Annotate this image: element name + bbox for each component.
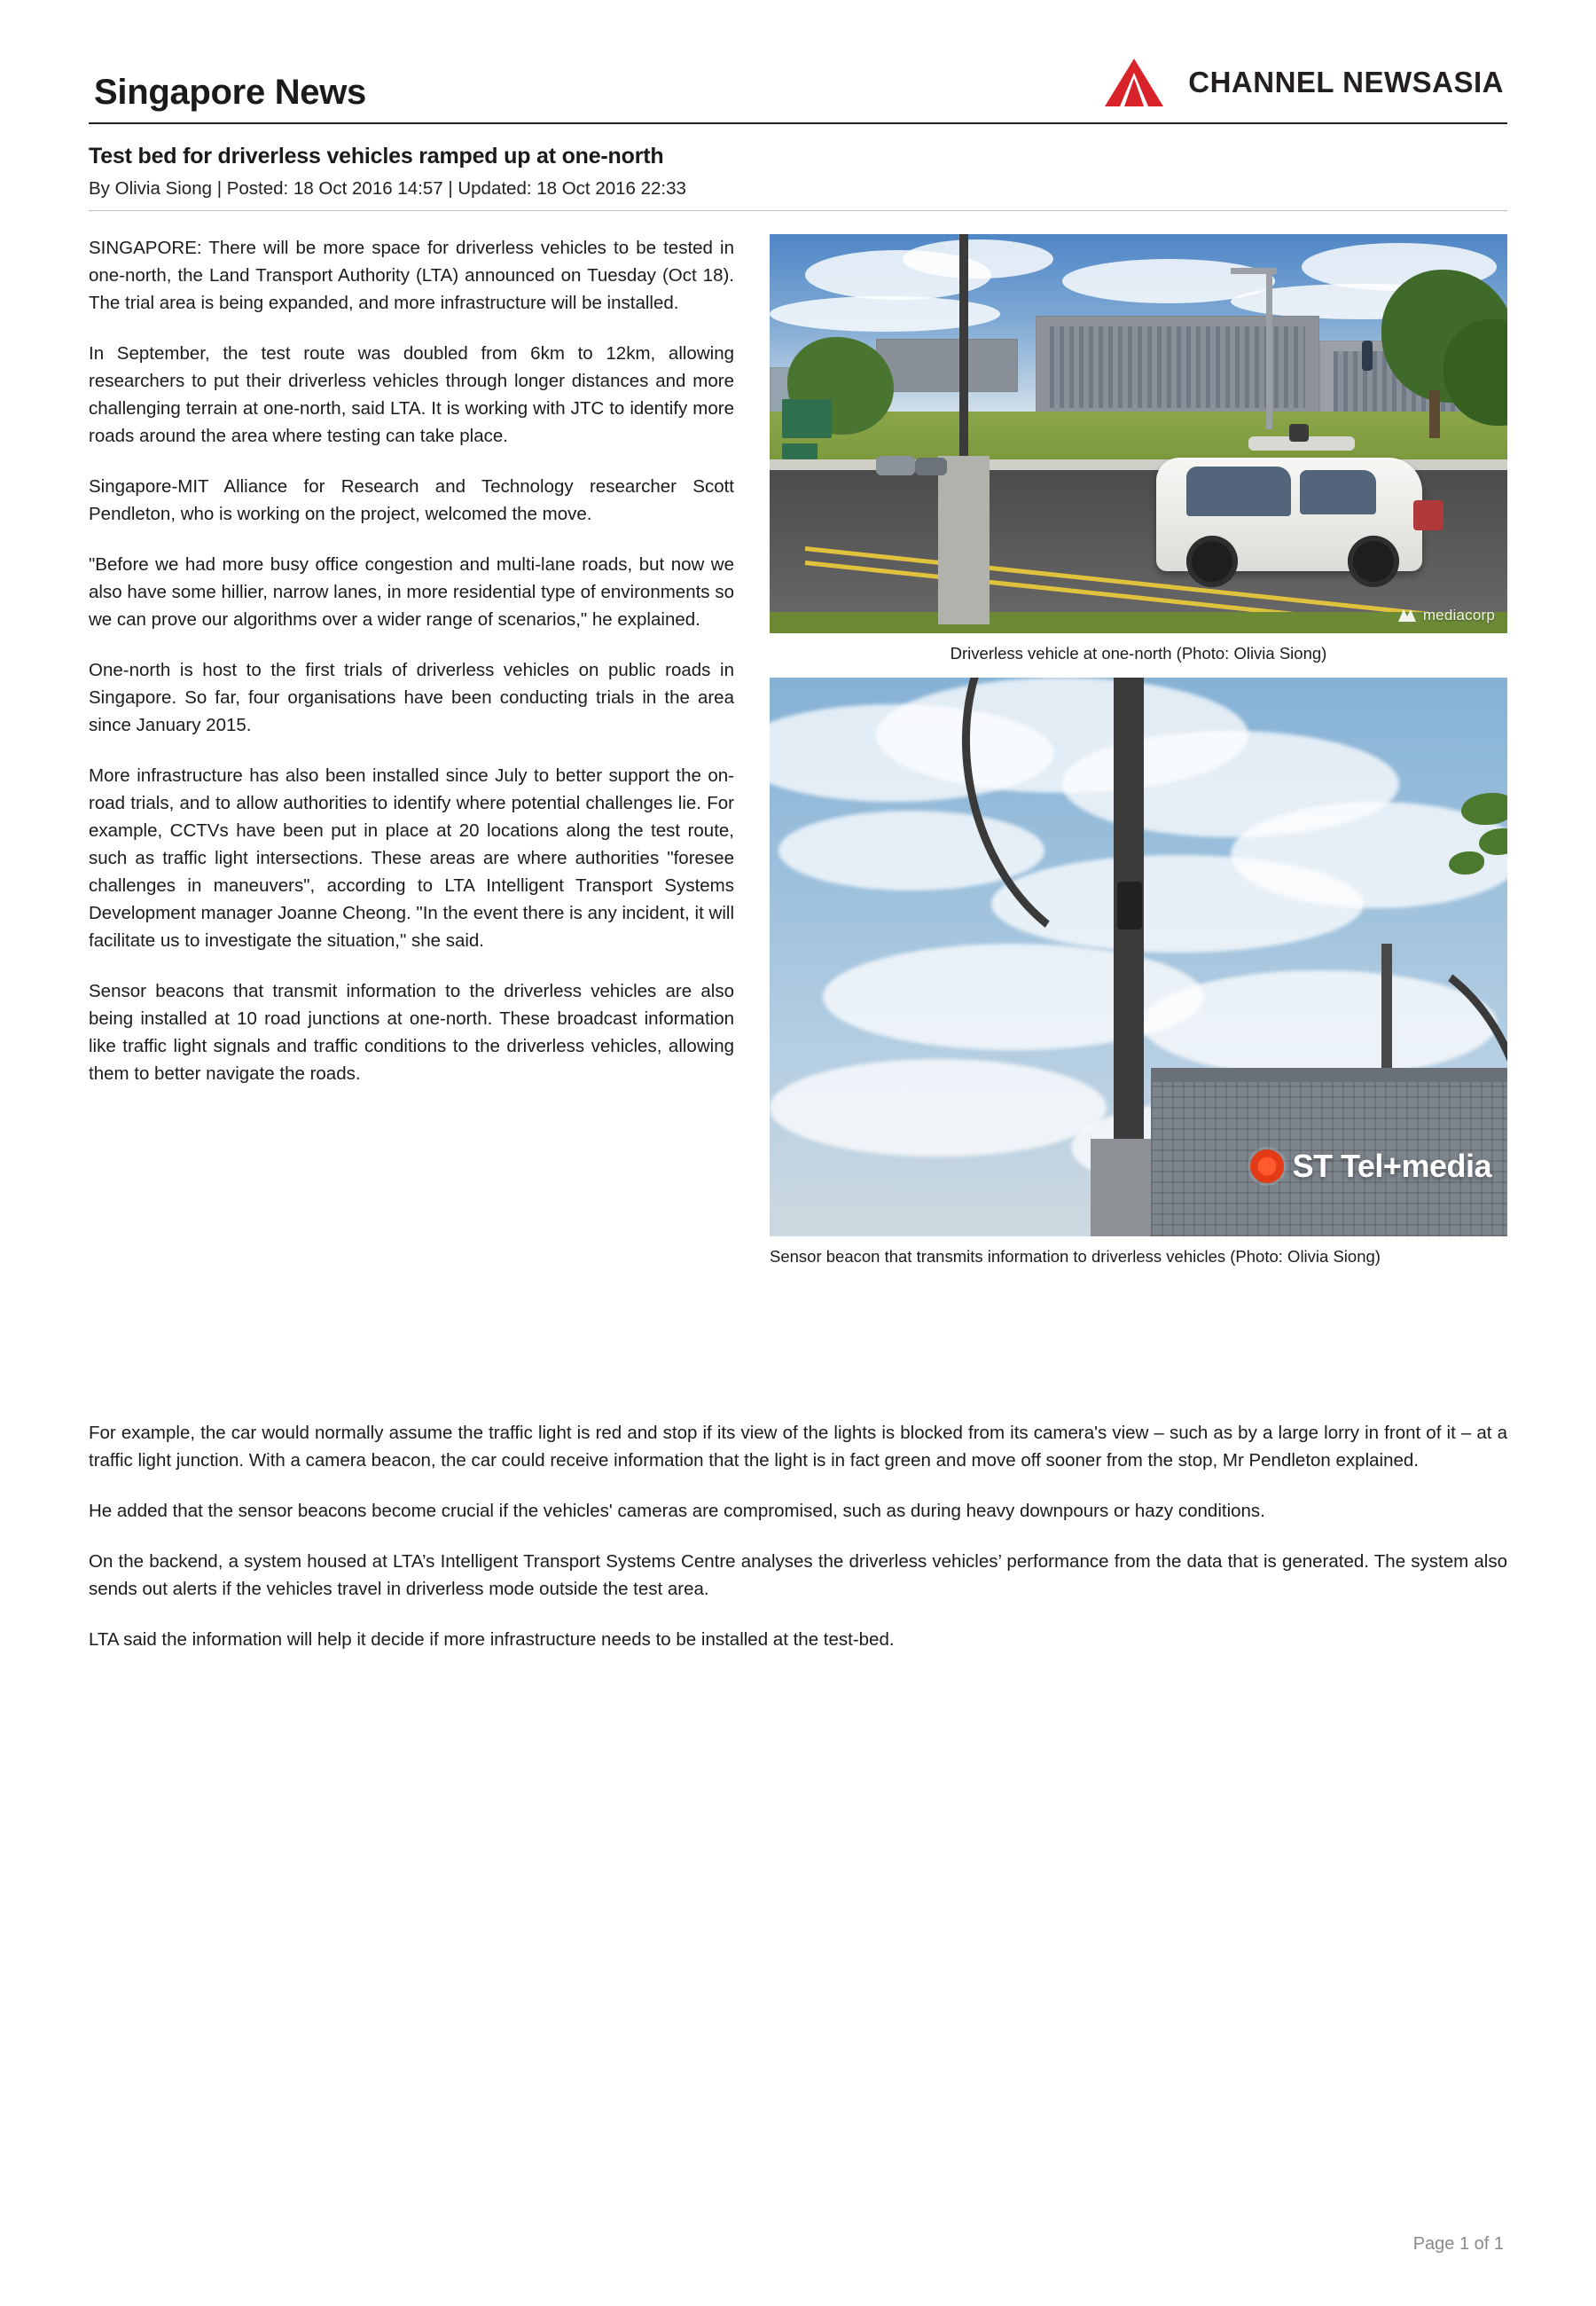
overlay-logo-label: ST Tel+media [1292, 1148, 1491, 1184]
brand-name-newsasia: NEWSASIA [1342, 66, 1504, 98]
section-title: Singapore News [94, 73, 366, 112]
two-column-region [89, 234, 1507, 1414]
paragraph: He added that the sensor beacons become crucial if the vehicles' cameras are compromised, such as during heavy downpours or hazy conditions. [89, 1501, 1265, 1521]
text-column [89, 234, 734, 1110]
brand-lockup [1099, 55, 1507, 110]
full-width-region [89, 1414, 1507, 1653]
paragraph: Sensor beacons that transmit information to the driverless vehicles are also being installed at 10 road junctions at one-north. These broadcast information like traffic light signals and traffic conditions to the driverless vehicles, allowing them to better navigate the roads. [89, 981, 734, 1084]
photo-watermark [1397, 607, 1495, 624]
figure-column [770, 234, 1507, 1281]
watermark-label: mediacorp [1422, 607, 1495, 624]
brand-name [1188, 66, 1504, 99]
paragraph: Singapore-MIT Alliance for Research and Technology researcher Scott Pendleton, who is working on the project, welcomed the move. [89, 476, 734, 524]
article-body [89, 234, 1507, 1653]
paragraph: For example, the car would normally assume the traffic light is red and stop if its view of the lights is blocked from its camera's view – such as by a large lorry in front of it – at a traffic light junction. With a camera beacon, the car could receive information that the light is in fact green and move off sooner from the stop, Mr Pendleton explained. [89, 1423, 1507, 1471]
figure-caption: Driverless vehicle at one-north (Photo: Olivia Siong) [950, 644, 1327, 663]
paragraph: LTA said the information will help it decide if more infrastructure needs to be installed at the test-bed. [89, 1629, 895, 1650]
paragraph: One-north is host to the first trials of driverless vehicles on public roads in Singapore. So far, four organisations have been conducting trials in the area since January 2015. [89, 660, 734, 735]
masthead [89, 55, 1507, 124]
st-tel-media-icon [1250, 1149, 1284, 1183]
page-sheet [89, 55, 1507, 2255]
byline: By Olivia Siong | Posted: 18 Oct 2016 14:57 | Updated: 18 Oct 2016 22:33 [89, 178, 1507, 211]
paragraph: In September, the test route was doubled from 6km to 12km, allowing researchers to put their driverless vehicles through longer distances and more challenging terrain at one-north, said LTA. It is working with JTC to identify more roads around the area where testing can take place. [89, 343, 734, 446]
page-title: Test bed for driverless vehicles ramped up at one-north [89, 144, 664, 169]
paragraph: More infrastructure has also been installed since July to better support the on-road trials, and to allow authorities to identify where potential challenges lie. For example, CCTVs have been put in place at 20 locations along the test route, such as traffic light intersections. These areas are where authorities "foresee challenges in maneuvers", according to LTA Intelligent Transport Systems Development manager Joanne Cheong. "In the event there is any incident, it will facilitate us to investigate the situation," she said. [89, 765, 734, 951]
paragraph: SINGAPORE: There will be more space for driverless vehicles to be tested in one-north, the Land Transport Authority (LTA) announced on Tuesday (Oct 18). The trial area is being expanded, and more infrastructure will be installed. [89, 238, 734, 313]
driverless-vehicle-image [770, 234, 1507, 633]
paragraph: On the backend, a system housed at LTA’s Intelligent Transport Systems Centre analyses the driverless vehicles’ performance from the data that is generated. The system also sends out alerts if the vehicles travel in driverless mode outside the test area. [89, 1551, 1507, 1599]
figure-caption: Sensor beacon that transmits information to driverless vehicles (Photo: Olivia Siong) [770, 1247, 1381, 1266]
paragraph: "Before we had more busy office congestion and multi-lane roads, but now we also have some hillier, narrow lanes, in more residential type of environments so we can prove our algorithms over a wider range of scenarios," he explained. [89, 554, 734, 630]
figure-sensor-beacon [770, 678, 1507, 1268]
channel-newsasia-logo-icon [1099, 55, 1169, 110]
figure-driverless-vehicle [770, 234, 1507, 665]
brand-name-channel: CHANNEL [1188, 66, 1334, 98]
page-footer: Page 1 of 1 [1412, 2234, 1504, 2254]
sensor-beacon-image [770, 678, 1507, 1236]
photo-overlay-logo [1250, 1148, 1491, 1185]
